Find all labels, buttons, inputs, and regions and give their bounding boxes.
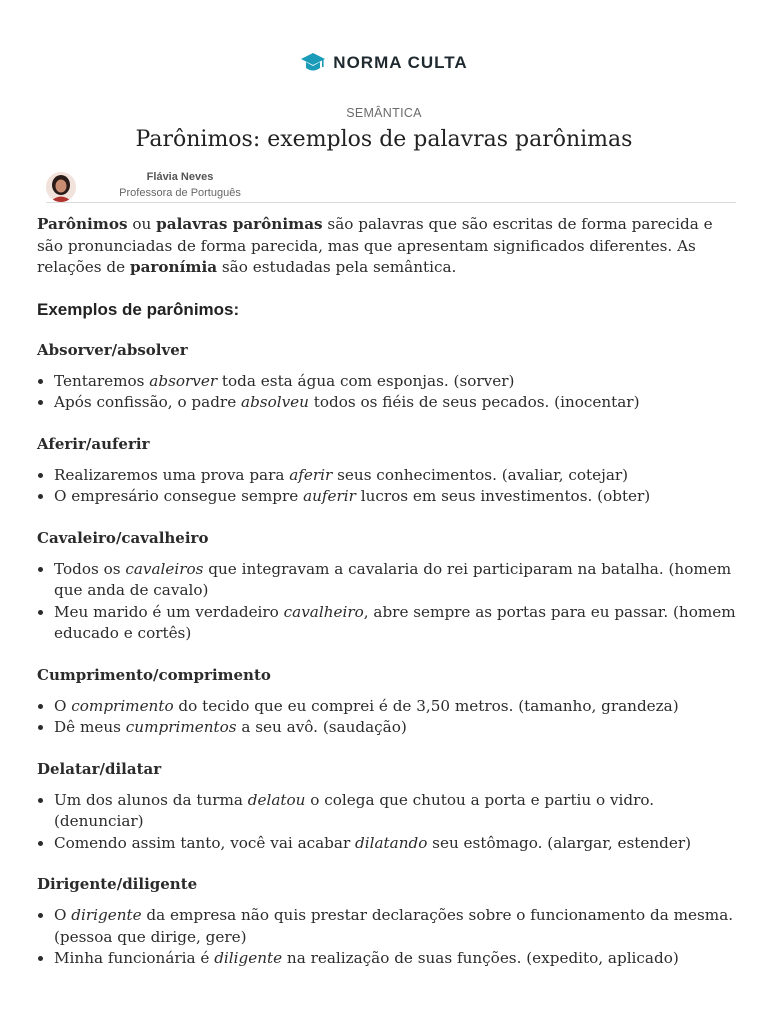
paronym-word: diligente (214, 949, 283, 967)
section-delatar-dilatar (37, 760, 737, 855)
list-item: • O empresário consegue sempre auferir lucros em seus investimentos. (obter) (54, 486, 737, 508)
paronym-word: absolveu (241, 393, 309, 411)
author-role: Professora de Português (119, 187, 241, 199)
example-list (37, 559, 737, 645)
list-item: • Comendo assim tanto, você vai acabar dilatando seu estômago. (alargar, estender) (54, 833, 737, 855)
author-name[interactable]: Flávia Neves (146, 171, 214, 183)
avatar[interactable] (46, 172, 76, 202)
page-title: Parônimos: exemplos de palavras parônimas (135, 127, 633, 152)
section-heading: Cavaleiro/cavalheiro (37, 528, 209, 547)
paronym-word: cumprimentos (125, 718, 237, 736)
intro-text: são palavras que são escritas de forma parecida e são pronunciadas de forma parecida, mas que apresentam significados diferentes. As relações de (37, 215, 713, 276)
example-list (37, 465, 737, 508)
section-cumprimento-comprimento (37, 666, 737, 739)
example-list (37, 905, 737, 970)
section-heading: Absorver/absolver (37, 340, 188, 359)
section-cavaleiro-cavalheiro (37, 529, 737, 645)
site-logo-text[interactable]: NORMA CULTA (333, 53, 468, 72)
example-list (37, 790, 737, 855)
paronym-word: auferir (303, 487, 356, 505)
section-heading: Dirigente/diligente (37, 875, 198, 893)
intro-term-palavras-paronimas: palavras parônimas (156, 215, 323, 233)
graduation-cap-icon[interactable] (300, 52, 326, 74)
intro-term-paronimia: paronímia (129, 258, 218, 276)
list-item: • Dê meus cumprimentos a seu avô. (saudação) (54, 717, 737, 739)
paronym-word: delatou (247, 790, 306, 809)
author-block (46, 170, 736, 203)
list-item: • Todos os cavaleiros que integravam a cavalaria do rei participaram na batalha. (homem que anda de cavalo) (54, 559, 737, 602)
intro-text: são estudadas pela semântica. (217, 258, 457, 276)
section-heading: Delatar/dilatar (37, 759, 162, 778)
list-item: • O dirigente da empresa não quis prestar declarações sobre o funcionamento da mesma. (pessoa que dirige, gere) (54, 905, 737, 948)
section-absorver-absolver (37, 341, 737, 414)
section-heading: Aferir/auferir (37, 434, 150, 453)
site-header (0, 50, 768, 76)
intro-term-paronimos: Parônimos (37, 215, 128, 233)
paronym-word: dilatando (355, 833, 428, 852)
list-item: • Um dos alunos da turma delatou o colega que chutou a porta e partiu o vidro. (denunciar) (54, 790, 737, 833)
list-item: • Após confissão, o padre absolveu todos os fiéis de seus pecados. (inocentar) (54, 392, 737, 414)
paronym-word: comprimento (71, 696, 174, 715)
article-body (37, 214, 737, 970)
section-aferir-auferir (37, 435, 737, 508)
paronym-word: aferir (289, 465, 333, 484)
list-item: • Tentaremos absorver toda esta água com esponjas. (sorver) (54, 371, 737, 393)
article-category[interactable]: SEMÂNTICA (346, 106, 422, 120)
paronym-word: cavalheiro (283, 602, 364, 621)
author-photo-icon (46, 172, 76, 202)
example-list (37, 371, 737, 414)
paronym-word: absorver (149, 371, 218, 390)
list-item: • Minha funcionária é diligente na realização de suas funções. (expedito, aplicado) (54, 948, 737, 970)
list-item: • Meu marido é um verdadeiro cavalheiro, abre sempre as portas para eu passar. (homem educado e cortês) (54, 602, 737, 645)
section-dirigente-diligente (37, 875, 737, 970)
intro-paragraph (37, 214, 737, 279)
section-heading: Cumprimento/comprimento (37, 665, 271, 684)
examples-heading: Exemplos de parônimos: (37, 299, 240, 319)
list-item: • Realizaremos uma prova para aferir seus conhecimentos. (avaliar, cotejar) (54, 465, 737, 487)
intro-text: ou (127, 215, 157, 233)
list-item: • O comprimento do tecido que eu comprei é de 3,50 metros. (tamanho, grandeza) (54, 696, 737, 718)
example-list (37, 696, 737, 739)
paronym-word: cavaleiros (125, 559, 204, 578)
paronym-word: dirigente (71, 906, 142, 924)
